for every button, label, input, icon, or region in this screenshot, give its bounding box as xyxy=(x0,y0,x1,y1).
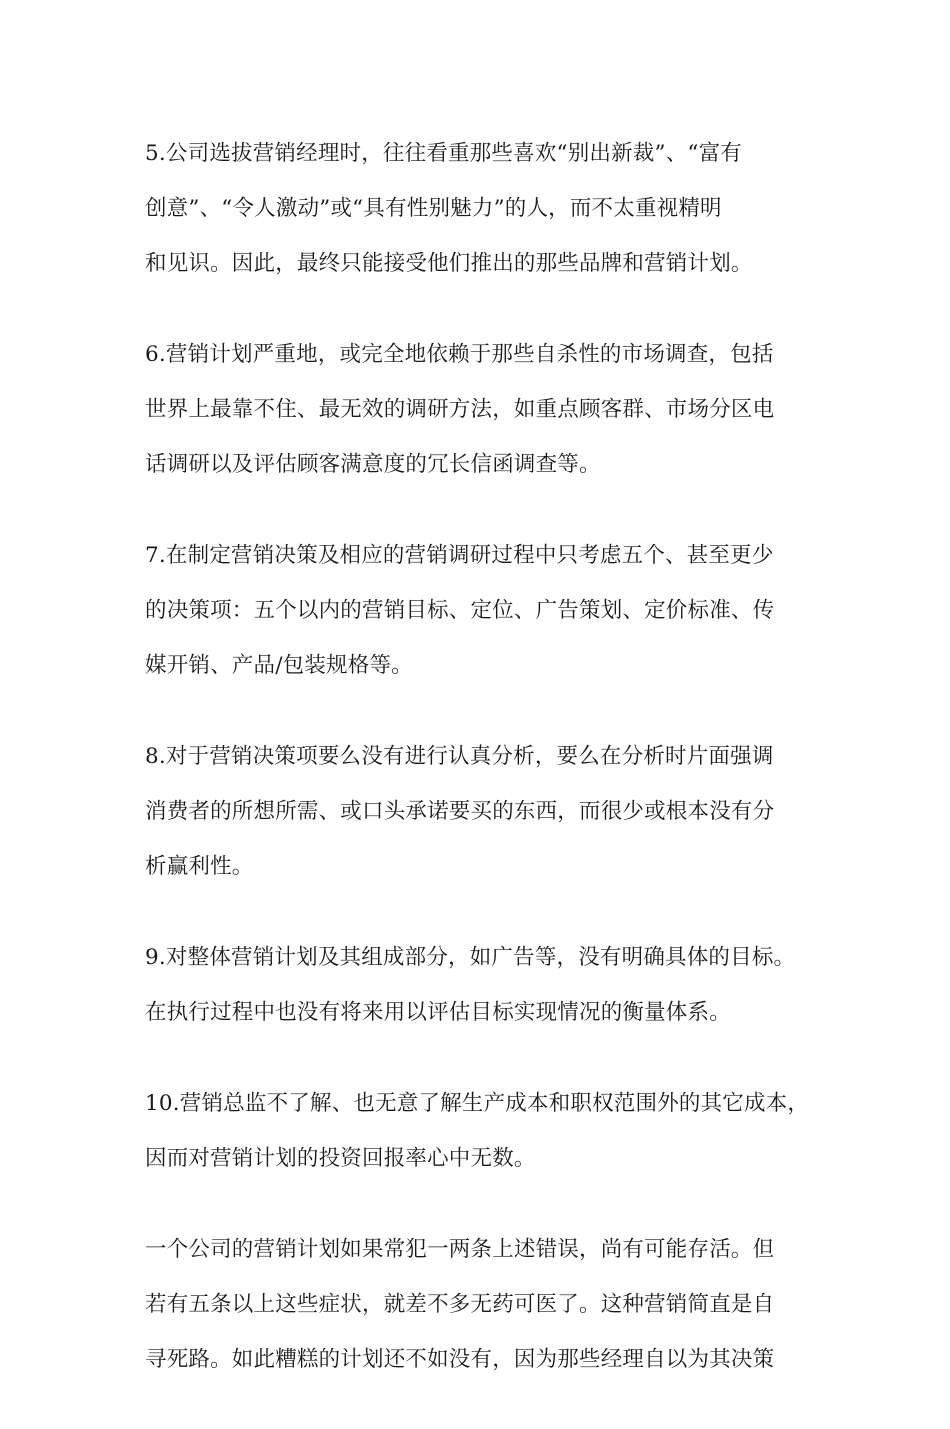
text-line: 10.营销总监不了解、也无意了解生产成本和职权范围外的其它成本， xyxy=(145,1091,810,1116)
text-line: 话调研以及评估顾客满意度的冗长信函调查等。 xyxy=(145,452,601,477)
text-line: 6.营销计划严重地，或完全地依赖于那些自杀性的市场调查，包括 xyxy=(145,342,774,367)
text-line: 9.对整体营销计划及其组成部分，如广告等，没有明确具体的目标。 xyxy=(145,945,796,970)
paragraph-item-6 xyxy=(145,333,810,498)
paragraph-item-8 xyxy=(145,735,810,900)
paragraph-conclusion xyxy=(145,1228,810,1393)
text-line: 的决策项：五个以内的营销目标、定位、广告策划、定价标准、传 xyxy=(145,598,775,623)
text-line: 世界上最靠不住、最无效的调研方法，如重点顾客群、市场分区电 xyxy=(145,397,775,422)
text-line: 一个公司的营销计划如果常犯一两条上述错误，尚有可能存活。但 xyxy=(145,1237,775,1262)
text-line: 因而对营销计划的投资回报率心中无数。 xyxy=(145,1146,536,1171)
text-line: 和见识。因此，最终只能接受他们推出的那些品牌和营销计划。 xyxy=(145,251,753,276)
paragraph-item-10 xyxy=(145,1082,810,1192)
text-line: 7.在制定营销决策及相应的营销调研过程中只考虑五个、甚至更少 xyxy=(145,543,774,568)
text-line: 析赢利性。 xyxy=(145,854,254,879)
text-line: 创意”、“令人激动”或“具有性别魅力”的人，而不太重视精明 xyxy=(145,196,722,221)
text-line: 5.公司选拔营销经理时，往往看重那些喜欢“别出新裁”、“富有 xyxy=(145,141,742,166)
text-line: 消费者的所想所需、或口头承诺要买的东西，而很少或根本没有分 xyxy=(145,799,775,824)
paragraph-item-7 xyxy=(145,534,810,699)
text-line: 8.对于营销决策项要么没有进行认真分析，要么在分析时片面强调 xyxy=(145,744,774,769)
text-line: 媒开销、产品/包装规格等。 xyxy=(145,653,413,678)
text-line: 寻死路。如此糟糕的计划还不如没有，因为那些经理自以为其决策 xyxy=(145,1347,775,1372)
text-line: 在执行过程中也没有将来用以评估目标实现情况的衡量体系。 xyxy=(145,1000,731,1025)
paragraph-item-9 xyxy=(145,936,810,1046)
text-line: 若有五条以上这些症状，就差不多无药可医了。这种营销简直是自 xyxy=(145,1292,775,1317)
paragraph-item-5 xyxy=(145,132,810,297)
document-body xyxy=(145,132,810,1429)
